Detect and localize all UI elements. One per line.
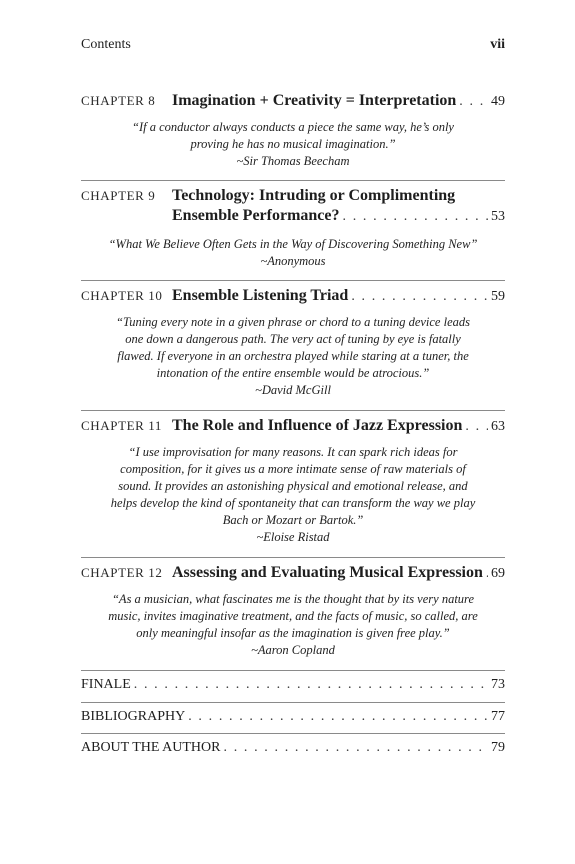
epigraph-attribution: ~Eloise Ristad: [256, 530, 330, 544]
section-divider: [81, 670, 505, 671]
dot-leader: [486, 566, 488, 582]
dot-leader: [465, 419, 488, 435]
back-matter-page-number: 73: [491, 677, 505, 692]
toc-entry-about-the-author[interactable]: [81, 740, 505, 756]
dot-leader: [188, 709, 488, 725]
toc-entry-bibliography[interactable]: [81, 709, 505, 725]
running-head-page-number: vii: [490, 37, 505, 52]
chapter-label: CHAPTER 11: [81, 418, 162, 433]
chapter-label: CHAPTER 8: [81, 93, 156, 108]
chapter-page-number: 63: [491, 419, 505, 434]
section-divider: [81, 702, 505, 703]
toc-entry-chapter-12[interactable]: [81, 564, 505, 659]
dot-leader: [224, 740, 489, 756]
back-matter-page-number: 79: [491, 740, 505, 755]
toc-entry-chapter-8[interactable]: [81, 92, 505, 170]
section-divider: [81, 557, 505, 558]
epigraph: [108, 314, 478, 399]
chapter-label: CHAPTER 9: [81, 188, 156, 203]
chapter-page-number: 53: [491, 209, 505, 224]
back-matter-label: BIBLIOGRAPHY: [81, 709, 186, 724]
section-divider: [81, 280, 505, 281]
epigraph-text: “If a conductor always conducts a piece the same way, he’s only proving he has no musical imagination.”: [132, 120, 454, 151]
chapter-page-number: 59: [491, 289, 505, 304]
running-head-title: Contents: [81, 37, 131, 52]
epigraph-attribution: ~Aaron Copland: [251, 643, 335, 657]
epigraph-attribution: ~Anonymous: [260, 254, 326, 268]
epigraph: [113, 119, 473, 170]
back-matter-label: FINALE: [81, 677, 131, 692]
toc-entry-chapter-10[interactable]: [81, 287, 505, 399]
toc-entry-chapter-11[interactable]: [81, 417, 505, 546]
chapter-label: CHAPTER 10: [81, 288, 163, 303]
chapter-page-number: 69: [491, 566, 505, 581]
epigraph: [93, 236, 493, 270]
dot-leader: [134, 677, 488, 693]
epigraph-text: “I use improvisation for many reasons. It can spark rich ideas for composition, for it gives us a more intimate sense of raw materials of sound. It provides an astonishing physical and emotional release, and helps develop the kind of spontaneity that can transform the way we play Bach or Mozart or Bartok.”: [110, 445, 476, 527]
epigraph: [108, 591, 478, 659]
chapter-title: Imagination + Creativity = Interpretation: [172, 92, 457, 109]
chapter-page-number: 49: [491, 94, 505, 109]
running-head: [81, 37, 505, 53]
chapter-title: Ensemble Listening Triad: [172, 287, 349, 304]
toc-entry-finale[interactable]: [81, 677, 505, 693]
epigraph-text: “As a musician, what fascinates me is the thought that by its very nature music, invites imaginative treatment, and the facts of music, so called, are only meaningful insofar as the imagination is given free play.”: [108, 592, 478, 640]
back-matter-label: ABOUT THE AUTHOR: [81, 740, 221, 755]
section-divider: [81, 180, 505, 181]
chapter-label: CHAPTER 12: [81, 565, 163, 580]
chapter-title: Assessing and Evaluating Musical Expression: [172, 564, 483, 581]
back-matter-page-number: 77: [491, 709, 505, 724]
dot-leader: [351, 289, 488, 305]
chapter-title-line-2: Ensemble Performance?: [172, 207, 340, 224]
section-divider: [81, 733, 505, 734]
dot-leader: [343, 209, 488, 225]
epigraph: [106, 444, 481, 546]
toc-entry-chapter-9[interactable]: [81, 187, 505, 270]
epigraph-attribution: ~David McGill: [255, 383, 331, 397]
dot-leader: [459, 94, 488, 110]
epigraph-text: “Tuning every note in a given phrase or chord to a tuning device leads one down a dangerous path. The very act of tuning by eye is fatally flawed. If everyone in an orchestra played while staring at a tuner, the intonation of the entire ensemble would be atrocious.”: [116, 315, 470, 380]
chapter-title: The Role and Influence of Jazz Expression: [172, 417, 463, 434]
epigraph-text: “What We Believe Often Gets in the Way of Discovering Something New”: [108, 237, 478, 251]
chapter-title-line-1: Technology: Intruding or Complimenting: [172, 187, 456, 204]
epigraph-attribution: ~Sir Thomas Beecham: [236, 154, 350, 168]
section-divider: [81, 410, 505, 411]
